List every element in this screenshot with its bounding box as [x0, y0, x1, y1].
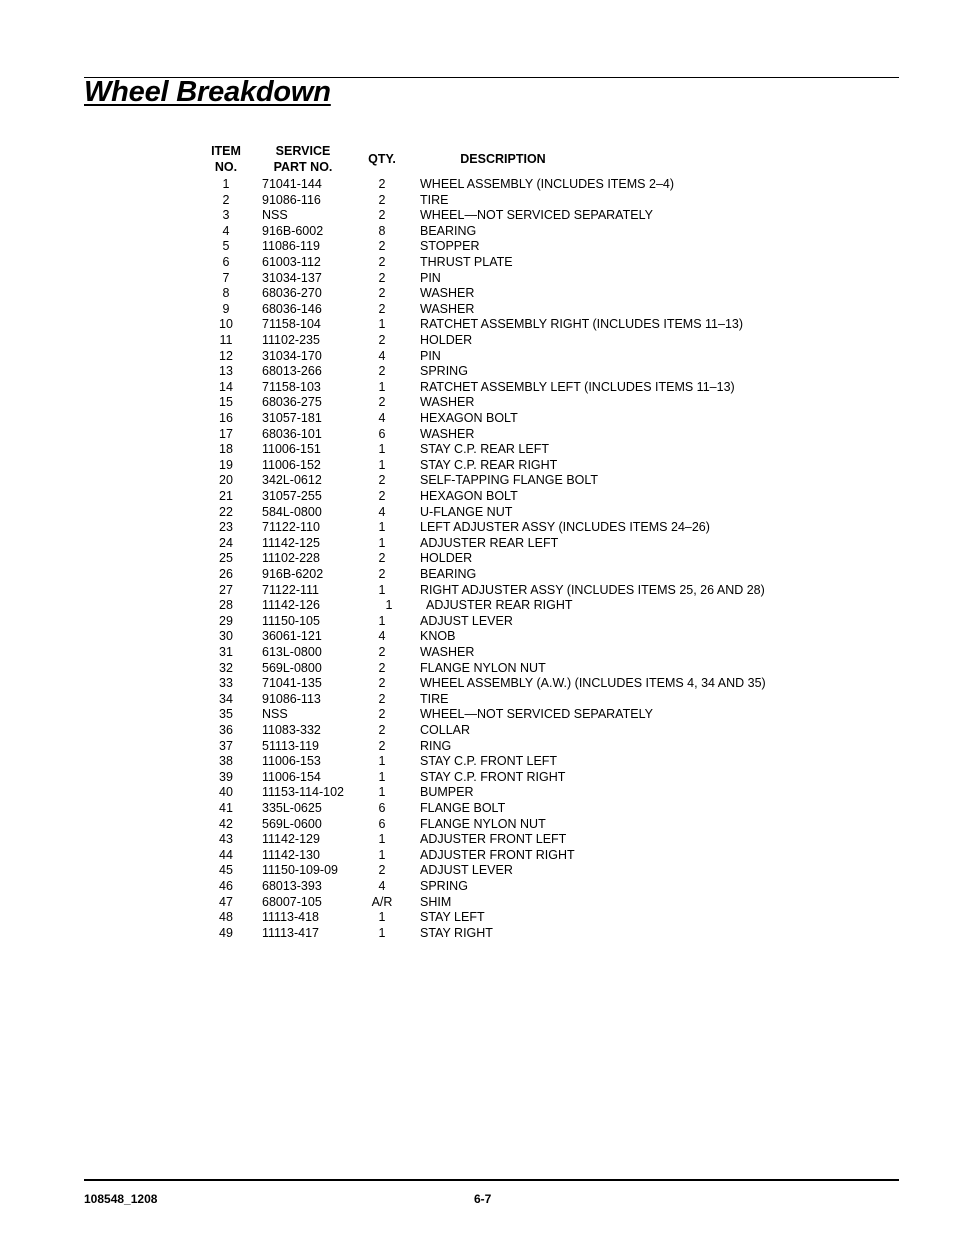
item-no-cell: 34: [219, 691, 233, 706]
description-cell: BEARING: [420, 567, 477, 581]
part-no-cell: 11102-235: [262, 333, 320, 347]
table-row: [0, 926, 954, 942]
item-no-cell: 44: [219, 847, 233, 862]
description-cell: WASHER: [420, 645, 475, 659]
part-no-cell: 68013-393: [262, 879, 322, 893]
description-cell: RING: [420, 738, 452, 753]
part-no-cell: 613L-0800: [262, 645, 322, 659]
table-row: [0, 489, 954, 505]
table-row: [0, 411, 954, 427]
description-cell: SELF-TAPPING FLANGE BOLT: [420, 473, 599, 488]
part-no-cell: 11142-126: [262, 598, 320, 613]
table-row: [0, 801, 954, 817]
qty-cell: 2: [378, 395, 386, 410]
qty-cell: 2: [378, 239, 386, 254]
qty-cell: 2: [378, 551, 386, 566]
qty-cell: 1: [378, 754, 386, 769]
table-row: [0, 567, 954, 583]
header-qty: QTY.: [368, 152, 396, 166]
description-cell: HOLDER: [420, 551, 473, 566]
qty-cell: 1: [378, 613, 386, 628]
qty-cell: 2: [378, 489, 386, 503]
part-no-cell: 11006-152: [262, 457, 321, 472]
qty-cell: 4: [378, 879, 386, 893]
qty-cell: 2: [378, 645, 386, 659]
item-no-cell: 42: [219, 816, 233, 831]
table-row: [0, 676, 954, 692]
description-cell: WASHER: [420, 426, 475, 441]
description-cell: PIN: [420, 270, 441, 285]
part-no-cell: 71041-135: [262, 676, 322, 691]
item-no-cell: 40: [219, 785, 233, 800]
description-cell: HOLDER: [420, 333, 473, 347]
qty-cell: 2: [378, 177, 386, 191]
item-no-cell: 13: [219, 364, 233, 379]
item-no-cell: 49: [219, 925, 233, 940]
table-row: [0, 551, 954, 567]
qty-cell: 2: [378, 270, 386, 285]
part-no-cell: 36061-121: [262, 629, 322, 644]
table-row: [0, 239, 954, 255]
item-no-cell: 11: [219, 333, 233, 347]
qty-cell: 1: [378, 769, 386, 784]
part-no-cell: 11142-130: [262, 847, 320, 862]
table-row: [0, 520, 954, 536]
qty-cell: 1: [378, 379, 386, 394]
item-no-cell: 29: [219, 613, 233, 628]
description-cell: SHIM: [420, 894, 452, 909]
item-no-cell: 48: [219, 910, 233, 925]
part-no-cell: 11142-129: [262, 832, 320, 847]
table-row: [0, 208, 954, 224]
qty-cell: 2: [378, 473, 386, 488]
part-no-cell: 916B-6002: [262, 223, 324, 238]
part-no-cell: 916B-6202: [262, 567, 324, 581]
part-no-cell: 71122-110: [262, 520, 320, 535]
item-no-cell: 38: [219, 754, 233, 769]
table-row: [0, 302, 954, 318]
table-row: [0, 770, 954, 786]
qty-cell: 8: [378, 223, 386, 238]
item-no-cell: 24: [219, 535, 233, 550]
item-no-cell: 19: [219, 457, 233, 472]
description-cell: ADJUSTER FRONT RIGHT: [420, 847, 575, 862]
table-row: [0, 692, 954, 708]
part-no-cell: 11150-105: [262, 613, 320, 628]
table-row: [0, 177, 954, 193]
table-row: [0, 395, 954, 411]
qty-cell: A/R: [371, 894, 393, 909]
qty-cell: 4: [378, 348, 386, 363]
qty-cell: 2: [378, 364, 386, 379]
description-cell: ADJUSTER REAR LEFT: [420, 535, 559, 550]
part-no-cell: 11083-332: [262, 723, 321, 737]
page-title: Wheel Breakdown: [84, 76, 331, 108]
item-no-cell: 36: [219, 723, 233, 737]
qty-cell: 2: [378, 333, 386, 347]
item-no-cell: 27: [219, 582, 233, 597]
description-cell: STAY C.P. FRONT LEFT: [420, 754, 558, 769]
part-no-cell: 71041-144: [262, 177, 322, 191]
qty-cell: 2: [378, 192, 386, 207]
description-cell: KNOB: [420, 629, 456, 644]
description-cell: WASHER: [420, 286, 475, 301]
part-no-cell: 11113-417: [262, 925, 319, 940]
qty-cell: 2: [378, 676, 386, 691]
description-cell: RIGHT ADJUSTER ASSY (INCLUDES ITEMS 25, 26 AND 28): [420, 582, 765, 597]
table-row: [0, 317, 954, 333]
part-no-cell: 61003-112: [262, 255, 321, 269]
description-cell: LEFT ADJUSTER ASSY (INCLUDES ITEMS 24–26): [420, 520, 710, 535]
table-row: [0, 380, 954, 396]
part-no-cell: 71158-103: [262, 379, 321, 394]
description-cell: PIN: [420, 348, 441, 363]
qty-cell: 2: [378, 301, 386, 316]
table-row: [0, 910, 954, 926]
description-cell: STAY C.P. REAR LEFT: [420, 442, 549, 457]
qty-cell: 1: [378, 925, 386, 940]
qty-cell: 6: [378, 816, 386, 831]
description-cell: U-FLANGE NUT: [420, 504, 513, 519]
part-no-cell: 71158-104: [262, 317, 321, 332]
item-no-cell: 18: [219, 442, 233, 457]
part-no-cell: 31034-170: [262, 348, 322, 363]
description-cell: WHEEL—NOT SERVICED SEPARATELY: [420, 208, 653, 223]
table-row: [0, 349, 954, 365]
qty-cell: 2: [378, 208, 386, 223]
table-row: [0, 832, 954, 848]
part-no-cell: 11142-125: [262, 535, 320, 550]
part-no-cell: 31034-137: [262, 270, 322, 285]
qty-cell: 1: [378, 910, 386, 925]
table-row: [0, 723, 954, 739]
table-row: [0, 583, 954, 599]
item-no-cell: 4: [222, 223, 230, 238]
table-row: [0, 442, 954, 458]
item-no-cell: 22: [219, 504, 233, 519]
part-no-cell: 335L-0625: [262, 801, 322, 815]
part-no-cell: 569L-0800: [262, 660, 322, 675]
table-row: [0, 879, 954, 895]
description-cell: ADJUST LEVER: [420, 863, 513, 878]
qty-cell: 4: [378, 629, 386, 644]
part-no-cell: 11086-119: [262, 239, 320, 254]
table-row: [0, 224, 954, 240]
table-row: [0, 848, 954, 864]
header-item-no: ITEM NO.: [211, 144, 241, 174]
description-cell: ADJUSTER REAR RIGHT: [426, 598, 573, 613]
table-row: [0, 707, 954, 723]
item-no-cell: 10: [219, 317, 233, 332]
table-row: [0, 754, 954, 770]
description-cell: FLANGE NYLON NUT: [420, 816, 546, 831]
item-no-cell: 9: [222, 301, 230, 316]
description-cell: STAY C.P. FRONT RIGHT: [420, 769, 566, 784]
qty-cell: 1: [378, 520, 386, 535]
part-no-cell: 342L-0612: [262, 473, 322, 488]
part-no-cell: 11006-154: [262, 769, 321, 784]
item-no-cell: 30: [219, 629, 233, 644]
qty-cell: 1: [378, 442, 386, 457]
qty-cell: 2: [378, 567, 386, 581]
description-cell: STAY RIGHT: [420, 925, 493, 940]
table-row: [0, 895, 954, 911]
qty-cell: 1: [378, 535, 386, 550]
item-no-cell: 1: [222, 177, 230, 191]
qty-cell: 4: [378, 411, 386, 425]
qty-cell: 6: [378, 801, 386, 815]
item-no-cell: 17: [219, 426, 233, 441]
description-cell: FLANGE NYLON NUT: [420, 660, 546, 675]
description-cell: BUMPER: [420, 785, 474, 800]
header-service-part-no: SERVICE PART NO.: [273, 144, 333, 174]
description-cell: WHEEL—NOT SERVICED SEPARATELY: [420, 707, 653, 722]
part-no-cell: 11153-114-102: [262, 785, 345, 800]
qty-cell: 1: [378, 457, 386, 472]
description-cell: HEXAGON BOLT: [420, 489, 518, 503]
item-no-cell: 23: [219, 520, 233, 535]
part-no-cell: 11113-418: [262, 910, 319, 925]
part-no-cell: 68036-146: [262, 301, 322, 316]
item-no-cell: 3: [222, 208, 230, 223]
item-no-cell: 7: [222, 270, 230, 285]
part-no-cell: NSS: [262, 208, 288, 223]
description-cell: ADJUST LEVER: [420, 613, 513, 628]
item-no-cell: 45: [219, 863, 233, 878]
qty-cell: 2: [378, 707, 386, 722]
table-row: [0, 505, 954, 521]
description-cell: THRUST PLATE: [420, 255, 513, 269]
qty-cell: 2: [378, 255, 386, 269]
part-no-cell: 11006-153: [262, 754, 321, 769]
footer-page-number: 6-7: [474, 1192, 492, 1206]
item-no-cell: 5: [222, 239, 230, 254]
description-cell: SPRING: [420, 879, 468, 893]
part-no-cell: 584L-0800: [262, 504, 322, 519]
table-row: [0, 427, 954, 443]
item-no-cell: 46: [219, 879, 233, 893]
description-cell: WHEEL ASSEMBLY (INCLUDES ITEMS 2–4): [420, 177, 675, 191]
description-cell: SPRING: [420, 364, 468, 379]
table-row: [0, 536, 954, 552]
item-no-cell: 35: [219, 707, 233, 722]
part-no-cell: 51113-119: [262, 738, 319, 753]
qty-cell: 2: [378, 286, 386, 301]
footer-doc-number: 108548_1208: [84, 1192, 158, 1206]
table-row: [0, 193, 954, 209]
item-no-cell: 47: [219, 894, 233, 909]
qty-cell: 2: [378, 863, 386, 878]
item-no-cell: 39: [219, 769, 233, 784]
part-no-cell: 31057-255: [262, 489, 322, 503]
item-no-cell: 28: [219, 598, 233, 613]
item-no-cell: 14: [219, 379, 233, 394]
table-row: [0, 817, 954, 833]
table-row: [0, 614, 954, 630]
part-no-cell: 91086-116: [262, 192, 321, 207]
qty-cell: 1: [385, 598, 393, 613]
qty-cell: 2: [378, 691, 386, 706]
qty-cell: 1: [378, 847, 386, 862]
item-no-cell: 32: [219, 660, 233, 675]
part-no-cell: 569L-0600: [262, 816, 322, 831]
part-no-cell: 11006-151: [262, 442, 321, 457]
table-row: [0, 739, 954, 755]
item-no-cell: 26: [219, 567, 233, 581]
item-no-cell: 25: [219, 551, 233, 566]
table-row: [0, 458, 954, 474]
part-no-cell: 71122-111: [262, 582, 319, 597]
item-no-cell: 8: [222, 286, 230, 301]
part-no-cell: 68036-275: [262, 395, 322, 410]
item-no-cell: 41: [219, 801, 233, 815]
table-row: [0, 255, 954, 271]
qty-cell: 1: [378, 832, 386, 847]
table-row: [0, 661, 954, 677]
item-no-cell: 37: [219, 738, 233, 753]
table-row: [0, 473, 954, 489]
qty-cell: 6: [378, 426, 386, 441]
part-no-cell: 11102-228: [262, 551, 320, 566]
description-cell: RATCHET ASSEMBLY RIGHT (INCLUDES ITEMS 11–13): [420, 317, 744, 332]
part-no-cell: 68036-101: [262, 426, 322, 441]
description-cell: WHEEL ASSEMBLY (A.W.) (INCLUDES ITEMS 4, 34 AND 35): [420, 676, 766, 691]
description-cell: RATCHET ASSEMBLY LEFT (INCLUDES ITEMS 11–13): [420, 379, 735, 394]
description-cell: TIRE: [420, 192, 449, 207]
part-no-cell: 31057-181: [262, 411, 322, 425]
table-row: [0, 271, 954, 287]
item-no-cell: 31: [219, 645, 233, 659]
part-no-cell: 68013-266: [262, 364, 322, 379]
table-row: [0, 286, 954, 302]
table-row: [0, 598, 954, 614]
part-no-cell: NSS: [262, 707, 288, 722]
description-cell: HEXAGON BOLT: [420, 411, 518, 425]
item-no-cell: 20: [219, 473, 233, 488]
part-no-cell: 68036-270: [262, 286, 322, 301]
description-cell: ADJUSTER FRONT LEFT: [420, 832, 567, 847]
description-cell: STAY LEFT: [420, 910, 485, 925]
qty-cell: 2: [378, 738, 386, 753]
description-cell: STOPPER: [420, 239, 480, 254]
qty-cell: 2: [378, 660, 386, 675]
item-no-cell: 16: [219, 411, 233, 425]
qty-cell: 1: [378, 785, 386, 800]
item-no-cell: 43: [219, 832, 233, 847]
header-description: DESCRIPTION: [460, 152, 546, 166]
item-no-cell: 33: [219, 676, 233, 691]
description-cell: WASHER: [420, 395, 475, 410]
table-row: [0, 364, 954, 380]
qty-cell: 2: [378, 723, 386, 737]
table-row: [0, 863, 954, 879]
description-cell: BEARING: [420, 223, 477, 238]
table-row: [0, 333, 954, 349]
item-no-cell: 6: [222, 255, 230, 269]
bottom-rule: [84, 1179, 899, 1181]
description-cell: TIRE: [420, 691, 449, 706]
part-no-cell: 11150-109-09: [262, 863, 338, 878]
description-cell: FLANGE BOLT: [420, 801, 506, 815]
part-no-cell: 68007-105: [262, 894, 322, 909]
part-no-cell: 91086-113: [262, 691, 321, 706]
description-cell: COLLAR: [420, 723, 471, 737]
qty-cell: 4: [378, 504, 386, 519]
qty-cell: 1: [378, 317, 386, 332]
description-cell: WASHER: [420, 301, 475, 316]
item-no-cell: 21: [219, 489, 233, 503]
table-row: [0, 645, 954, 661]
item-no-cell: 15: [219, 395, 233, 410]
table-row: [0, 629, 954, 645]
item-no-cell: 2: [222, 192, 230, 207]
table-row: [0, 785, 954, 801]
description-cell: STAY C.P. REAR RIGHT: [420, 457, 558, 472]
qty-cell: 1: [378, 582, 386, 597]
item-no-cell: 12: [219, 348, 233, 363]
